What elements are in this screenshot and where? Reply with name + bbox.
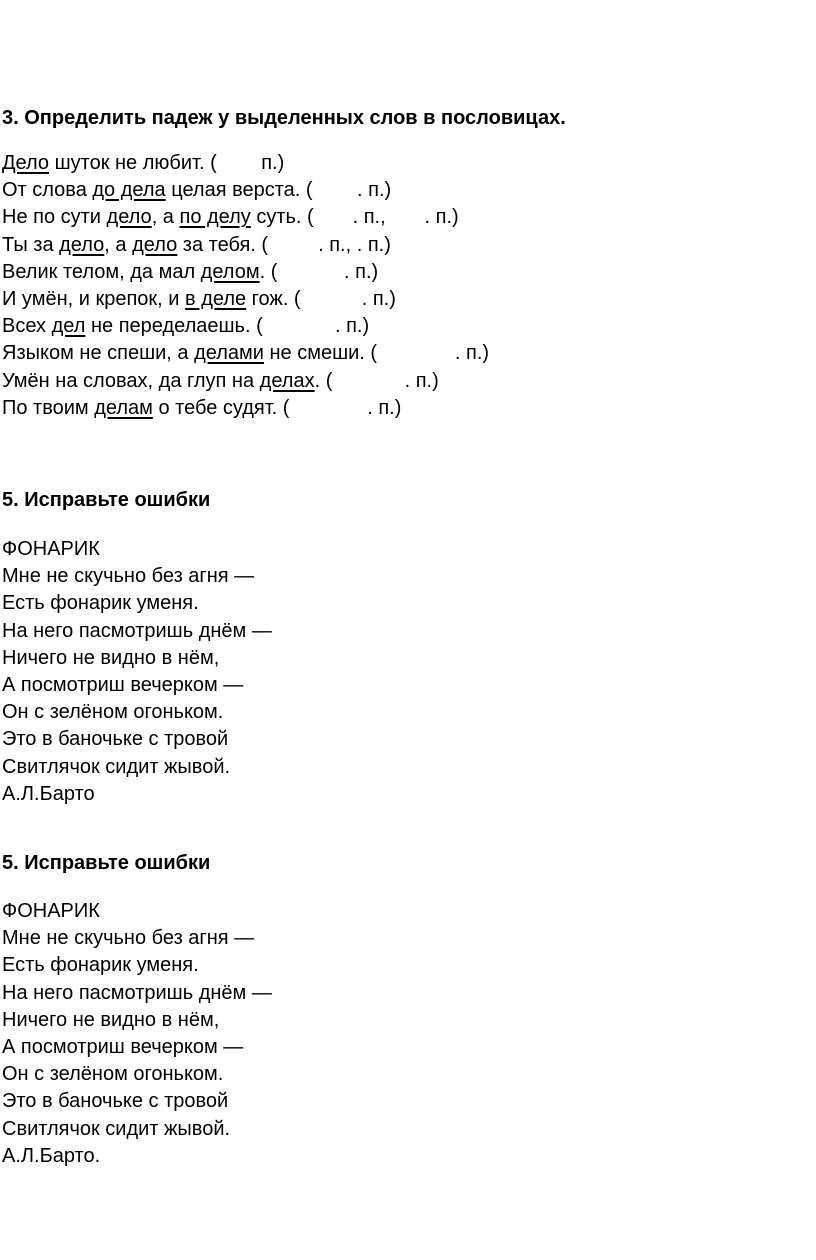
- highlighted-word: по делу: [179, 206, 251, 229]
- proverb-line: [2, 232, 489, 259]
- poem-text: [2, 536, 272, 808]
- poem-line: Мне не скучьно без агня —: [2, 927, 255, 950]
- section-3-heading: 3. Определить падеж у выделенных слов в пословицах.: [2, 107, 566, 129]
- proverb-line: [2, 177, 489, 204]
- poem-line: На него пасмотришь днём —: [2, 981, 272, 1004]
- proverb-line: [2, 340, 489, 367]
- proverb-text: целая верста. ( . п.): [165, 179, 392, 202]
- poem-line: Это в баночьке с тровой: [2, 728, 229, 751]
- proverb-text: суть. ( . п., . п.): [250, 206, 459, 229]
- poem-line: Свитлячок сидит жывой.: [2, 1117, 231, 1140]
- poem-line: Ничего не видно в нём,: [2, 1008, 220, 1031]
- proverbs-list: [2, 150, 489, 422]
- proverb-line: [2, 313, 489, 340]
- poem-line: Он с зелёном огоньком.: [2, 701, 224, 724]
- highlighted-word: делам: [94, 396, 153, 419]
- poem-line: Это в баночьке с тровой: [2, 1090, 229, 1113]
- proverb-text: От слова: [2, 179, 93, 202]
- highlighted-word: до дела: [92, 179, 166, 202]
- proverb-text: , а: [151, 206, 180, 229]
- highlighted-word: в деле: [185, 287, 247, 310]
- poem-line: Есть фонарик уменя.: [2, 592, 199, 615]
- poem-line: На него пасмотришь днём —: [2, 619, 272, 642]
- highlighted-word: дело: [132, 233, 178, 256]
- proverb-text: Умён на словах, да глуп на: [2, 369, 260, 392]
- poem-title: ФОНАРИК: [2, 538, 100, 560]
- poem-line: Есть фонарик уменя.: [2, 954, 199, 977]
- poem-text-repeat: [2, 898, 272, 1170]
- section-5-heading: 5. Исправьте ошибки: [2, 489, 211, 511]
- proverb-text: . ( . п.): [259, 260, 379, 283]
- highlighted-word: дело: [59, 233, 105, 256]
- poem-author: А.Л.Барто: [2, 782, 95, 805]
- poem-author: А.Л.Барто.: [2, 1144, 101, 1167]
- proverb-text: Не по сути: [2, 206, 107, 229]
- section-5-heading-repeat: 5. Исправьте ошибки: [2, 852, 211, 874]
- proverb-line: [2, 395, 489, 422]
- proverb-text: И умён, и крепок, и: [2, 287, 186, 310]
- highlighted-word: дел: [51, 315, 86, 338]
- proverb-text: Языком не спеши, а: [2, 342, 195, 365]
- proverb-text: шуток не любит. ( п.): [49, 152, 285, 174]
- poem-line: Он с зелёном огоньком.: [2, 1063, 224, 1086]
- proverb-text: По твоим: [2, 396, 95, 419]
- poem-line: Ничего не видно в нём,: [2, 646, 220, 669]
- proverb-text: не смеши. ( . п.): [263, 342, 490, 365]
- proverb-text: Ты за: [2, 233, 60, 256]
- proverb-text: . ( . п.): [314, 369, 439, 392]
- poem-line: А посмотриш вечерком —: [2, 673, 244, 696]
- proverb-text: о тебе судят. ( . п.): [152, 396, 402, 419]
- proverb-text: Велик телом, да мал: [2, 260, 201, 283]
- poem-line: Мне не скучьно без агня —: [2, 565, 255, 588]
- proverb-line: [2, 150, 489, 177]
- proverb-line: [2, 259, 489, 286]
- proverb-text: за тебя. ( . п., . п.): [177, 233, 391, 256]
- proverb-line: [2, 368, 489, 395]
- proverb-text: Всех: [2, 315, 52, 338]
- proverb-line: [2, 286, 489, 313]
- proverb-text: не переделаешь. ( . п.): [85, 315, 370, 338]
- poem-line: Свитлячок сидит жывой.: [2, 755, 231, 778]
- proverb-line: [2, 204, 489, 231]
- proverb-text: , а: [104, 233, 133, 256]
- highlighted-word: делом: [200, 260, 260, 283]
- poem-line: А посмотриш вечерком —: [2, 1035, 244, 1058]
- poem-title: ФОНАРИК: [2, 900, 100, 922]
- highlighted-word: делах: [259, 369, 315, 392]
- highlighted-word: делами: [194, 342, 264, 365]
- proverb-text: гож. ( . п.): [246, 287, 396, 310]
- highlighted-word: дело: [106, 206, 152, 229]
- highlighted-word: Дело: [2, 152, 50, 174]
